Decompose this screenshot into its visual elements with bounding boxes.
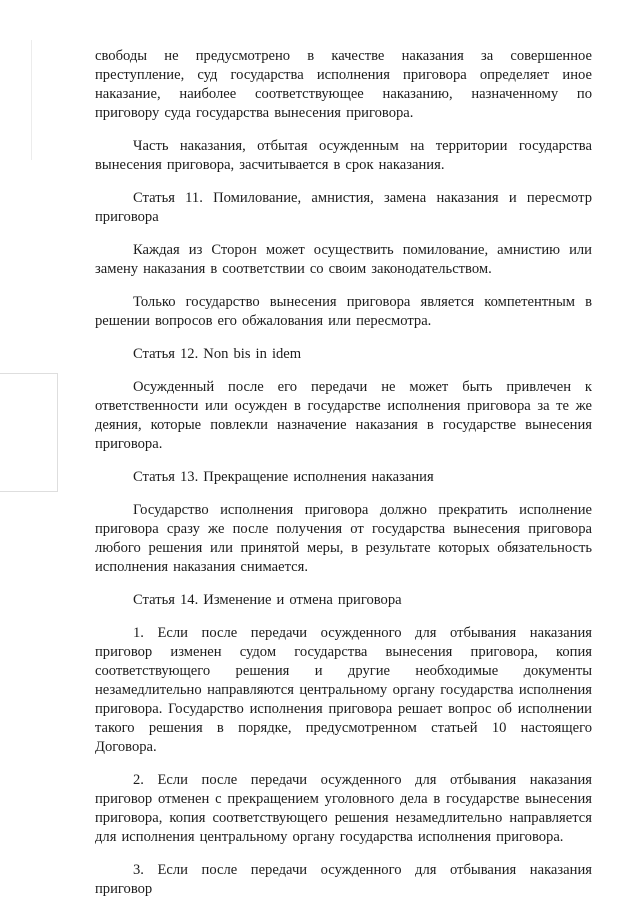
scan-artifact-line (31, 40, 32, 160)
article-heading-11: Статья 11. Помилование, амнистия, замена наказания и пересмотр приговора (95, 190, 592, 225)
paragraph: 3. Если после передачи осужденного для отбывания наказания приговор (95, 862, 592, 897)
article-heading-13: Статья 13. Прекращение исполнения наказания (133, 469, 434, 485)
paragraph: Каждая из Сторон может осуществить помилование, амнистию или замену наказания в соответствии со своим законодательством. (95, 242, 592, 277)
paragraph: 2. Если после передачи осужденного для отбывания наказания приговор отменен с прекращением уголовного дела в государстве вынесения приговора, копия соответствующего решения незамедлительно направляется для исполнения центральному органу государства исполнения приговора. (95, 772, 592, 845)
article-heading-12: Статья 12. Non bis in idem (133, 346, 302, 362)
article-heading-14: Статья 14. Изменение и отмена приговора (133, 592, 402, 608)
paragraph: Только государство вынесения приговора является компетентным в решении вопросов его обжалования или пересмотра. (95, 294, 592, 329)
paragraph: Часть наказания, отбытая осужденным на территории государства вынесения приговора, засчитывается в срок наказания. (95, 138, 592, 173)
paragraph: 1. Если после передачи осужденного для отбывания наказания приговор изменен судом государства вынесения приговора, копия соответствующего решения и другие необходимые документы незамедлительно направляются центральному органу государства исполнения приговора. Государство исполнения приговора решает вопрос об исполнении такого решения в порядке, предусмотренном статьей 10 настоящего Договора. (95, 625, 592, 755)
document-text (95, 47, 592, 899)
continuation-paragraph: свободы не предусмотрено в качестве наказания за совершенное преступление, суд государства исполнения приговора определяет иное наказание, наиболее соответствующее наказанию, назначенному по приговору суда государства вынесения приговора. (95, 48, 592, 121)
paragraph: Государство исполнения приговора должно прекратить исполнение приговора сразу же после получения от государства вынесения приговора любого решения или принятой меры, в результате которых обязательность исполнения наказания снимается. (95, 502, 592, 575)
scan-artifact-box (0, 373, 58, 492)
paragraph: Осужденный после его передачи не может быть привлечен к ответственности или осужден в государстве исполнения приговора за те же деяния, которые повлекли назначение наказания в государстве вынесения приговора. (95, 379, 592, 452)
